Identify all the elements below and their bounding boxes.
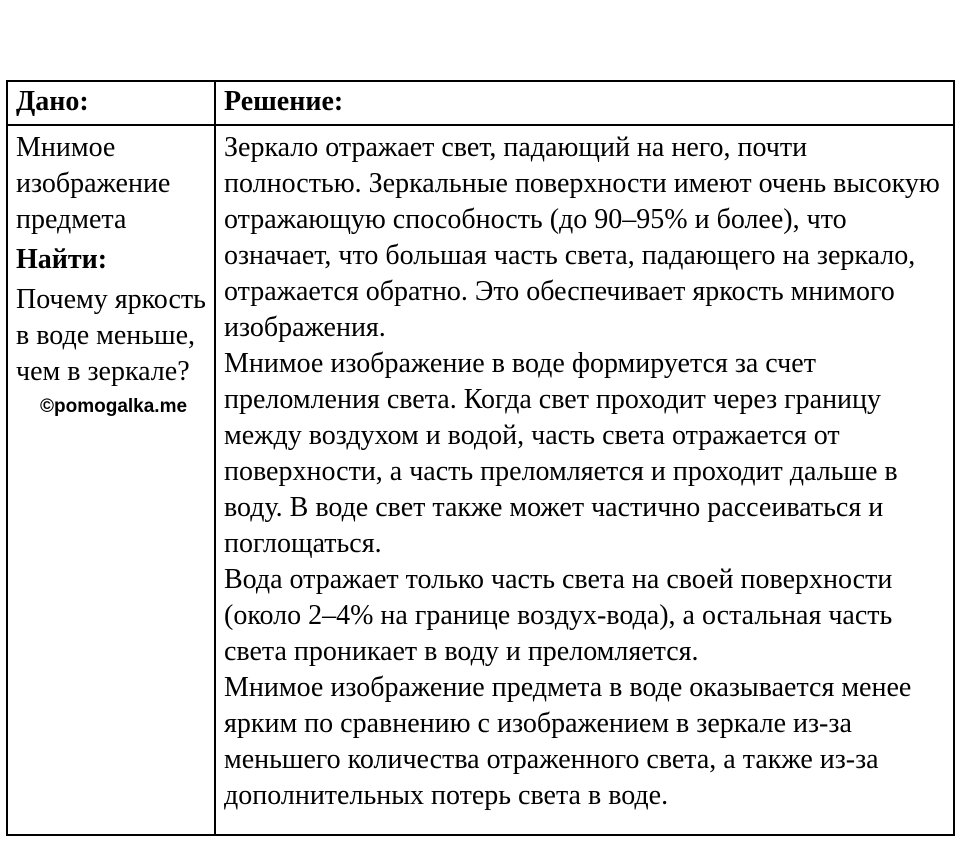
watermark-text: ©pomogalka.me <box>40 396 188 417</box>
solution-header: Решение: <box>224 86 344 117</box>
solution-paragraph-4: Мнимое изображение предмета в воде оказывается менее ярким по сравнению с изображением в зеркале из-за меньшего количества отраженного света, а также из-за дополнительных потерь света в воде. <box>224 672 912 811</box>
column-divider <box>214 82 216 834</box>
solution-paragraph-2: Мнимое изображение в воде формируется за счет преломления света. Когда свет проходит через границу между воздухом и водой, часть света отражается от поверхности, а часть преломляется и проходит дальше в воду. В воде свет также может частично рассеиваться и поглощаться. <box>224 348 898 559</box>
solution-table <box>6 80 955 836</box>
solution-column <box>224 130 944 814</box>
find-header: Найти: <box>16 244 108 275</box>
header-divider <box>8 124 953 126</box>
given-header: Дано: <box>16 86 89 117</box>
given-text: Мнимое изображение предмета <box>16 132 171 235</box>
find-text: Почему яркость в воде меньше, чем в зеркале? <box>16 284 206 387</box>
given-column <box>16 130 208 390</box>
solution-paragraph-1: Зеркало отражает свет, падающий на него, почти полностью. Зеркальные поверхности имеют очень высокую отражающую способность (до 90–95% и более), что означает, что большая часть света, падающего на зеркало, отражается обратно. Это обеспечивает яркость мнимого изображения. <box>224 132 940 343</box>
solution-paragraph-3: Вода отражает только часть света на своей поверхности (около 2–4% на границе воздух-вода), а остальная часть света проникает в воду и преломляется. <box>224 564 893 667</box>
